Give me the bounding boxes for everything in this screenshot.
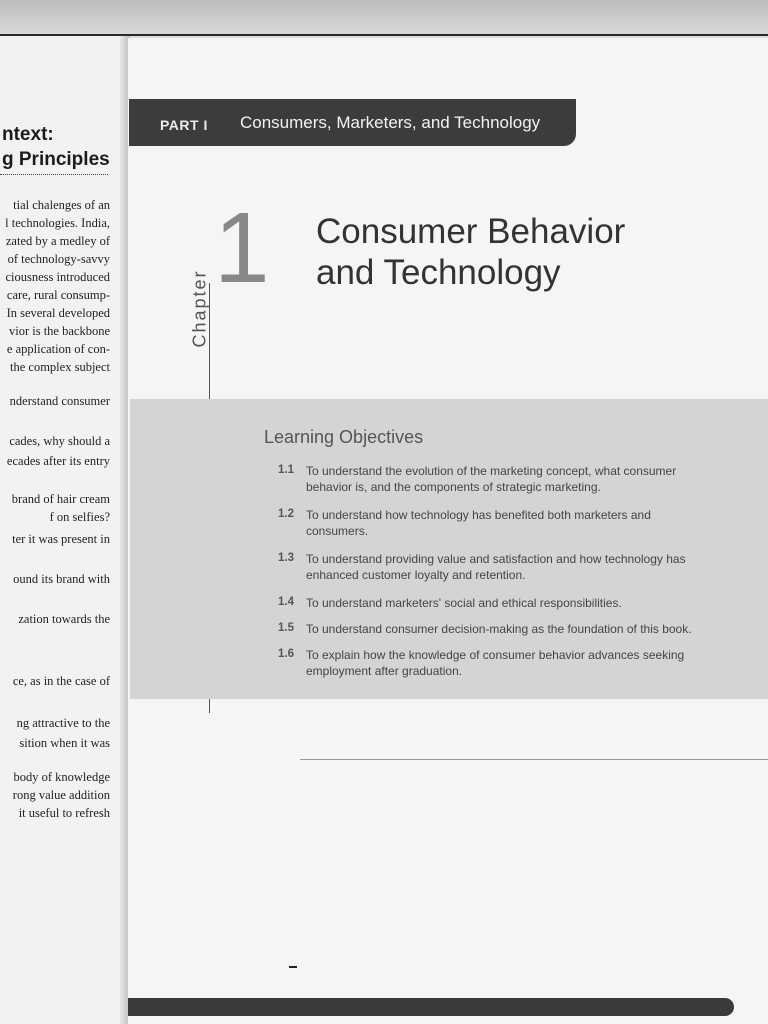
objective-item bbox=[306, 647, 731, 679]
objective-item bbox=[306, 595, 731, 611]
scan-top-shadow bbox=[0, 0, 768, 34]
left-page-dotted-rule bbox=[0, 174, 108, 175]
objective-item bbox=[306, 621, 731, 637]
part-label: PART I bbox=[160, 117, 208, 133]
left-page-line: ce, as in the case of bbox=[12, 674, 110, 688]
chapter-title-line-1: Consumer Behavior bbox=[316, 212, 626, 251]
objective-number: 1.3 bbox=[278, 552, 294, 564]
stray-mark bbox=[289, 966, 297, 968]
left-page-line: ecades after its entry bbox=[6, 454, 110, 468]
objective-line: To understand providing value and satisfaction and how technology has bbox=[306, 552, 686, 566]
objective-number: 1.4 bbox=[278, 596, 294, 608]
chapter-number: 1 bbox=[214, 192, 270, 304]
left-page-line: zation towards the bbox=[18, 612, 110, 626]
left-page-line: e application of con- bbox=[6, 342, 110, 356]
left-page-line: cades, why should a bbox=[9, 434, 110, 448]
objective-line: employment after graduation. bbox=[306, 664, 463, 678]
left-page-line: ter it was present in bbox=[12, 532, 110, 546]
left-page-line: tial chalenges of an bbox=[13, 198, 110, 212]
left-page-line: it useful to refresh bbox=[18, 806, 110, 820]
chapter-title bbox=[316, 212, 625, 293]
bottom-bar bbox=[128, 998, 734, 1016]
objective-line: To understand the evolution of the marketing concept, what consumer bbox=[306, 464, 677, 478]
left-page-line: l technologies. India, bbox=[5, 216, 110, 230]
objective-item bbox=[306, 551, 731, 583]
left-page-line: of technology-savvy bbox=[7, 252, 110, 266]
objective-line: To understand marketers' social and ethical responsibilities. bbox=[306, 596, 622, 610]
learning-objectives-heading: Learning Objectives bbox=[264, 427, 424, 447]
objective-item bbox=[306, 507, 731, 539]
left-page-line: the complex subject bbox=[10, 360, 110, 374]
left-page-line: ound its brand with bbox=[13, 572, 110, 586]
section-rule bbox=[300, 759, 768, 760]
objective-line: consumers. bbox=[306, 524, 369, 538]
objective-line: To understand consumer decision-making as the foundation of this book. bbox=[306, 622, 692, 636]
left-page bbox=[0, 36, 126, 1024]
left-page-line: body of knowledge bbox=[13, 770, 110, 784]
chapter-title-line-2: and Technology bbox=[316, 252, 561, 292]
chapter-label: Chapter bbox=[189, 269, 210, 348]
left-page-line: ng attractive to the bbox=[16, 716, 110, 730]
objective-number: 1.6 bbox=[278, 648, 294, 660]
objective-item bbox=[306, 463, 731, 495]
part-title: Consumers, Marketers, and Technology bbox=[240, 113, 541, 132]
objective-line: enhanced customer loyalty and retention. bbox=[306, 568, 526, 582]
objective-number: 1.2 bbox=[278, 508, 294, 520]
left-page-line: sition when it was bbox=[19, 736, 110, 750]
left-page-line: f on selfies? bbox=[49, 510, 110, 524]
left-page-line: rong value addition bbox=[12, 788, 110, 802]
objective-number: 1.1 bbox=[278, 464, 294, 476]
objective-line: To explain how the knowledge of consumer behavior advances seeking bbox=[306, 648, 685, 662]
left-page-line: nderstand consumer bbox=[9, 394, 110, 408]
left-page-line: vior is the backbone bbox=[8, 324, 110, 338]
objective-number: 1.5 bbox=[278, 622, 294, 634]
objective-line: To understand how technology has benefited both marketers and bbox=[306, 508, 651, 522]
left-page-line: ciousness introduced bbox=[5, 270, 110, 284]
left-page-line: brand of hair cream bbox=[11, 492, 110, 506]
left-page-line: care, rural consump- bbox=[6, 288, 110, 302]
left-page-heading-2: g Principles bbox=[2, 149, 110, 170]
left-page-line: zated by a medley of bbox=[5, 234, 110, 248]
left-page-heading-1: ntext: bbox=[2, 124, 54, 145]
objective-line: behavior is, and the components of strategic marketing. bbox=[306, 480, 601, 494]
left-page-line: In several developed bbox=[6, 306, 110, 320]
